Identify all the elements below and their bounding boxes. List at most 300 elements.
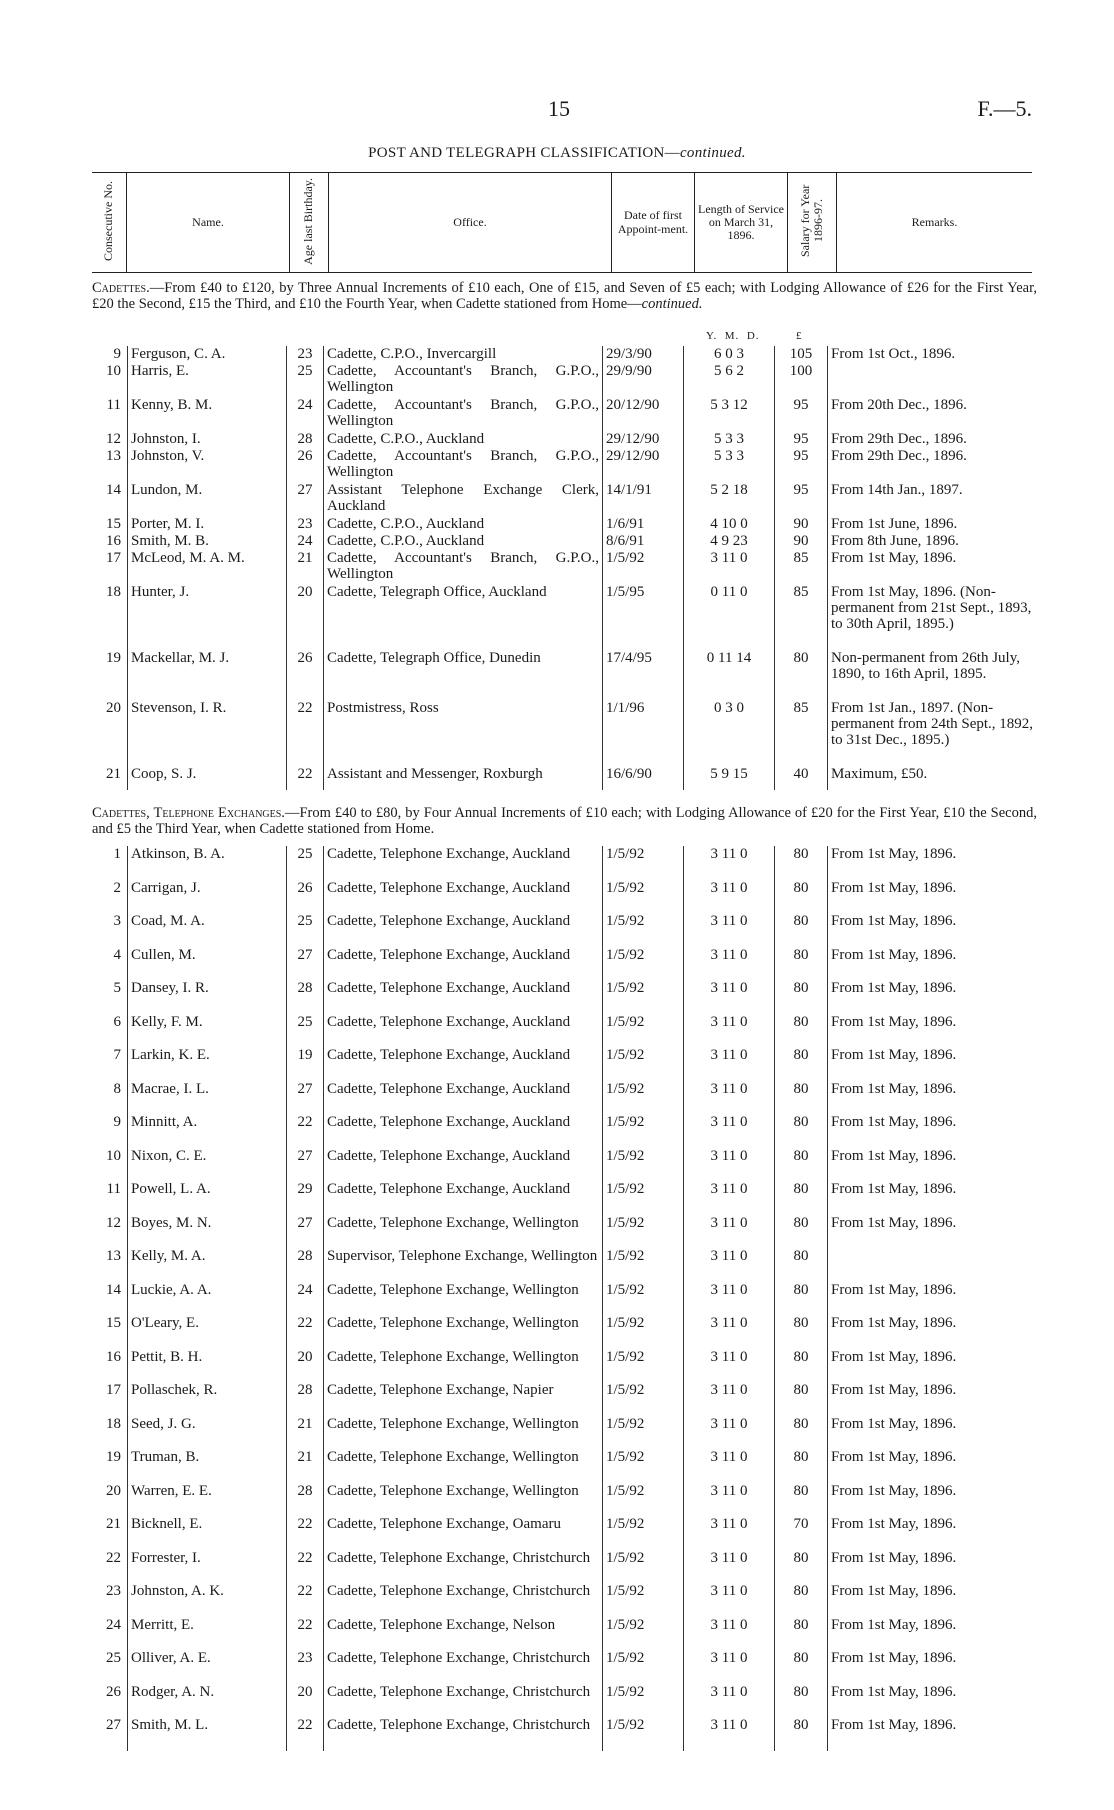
section-continued: continued. xyxy=(641,296,703,312)
row-name: Stevenson, I. R. xyxy=(128,700,287,766)
table-row xyxy=(92,584,1037,650)
row-age: 28 xyxy=(287,980,324,1014)
row-office: Postmistress, Ross xyxy=(324,700,603,766)
row-salary: 40 xyxy=(775,766,828,790)
row-salary: 80 xyxy=(775,1717,828,1751)
row-salary: 95 xyxy=(775,482,828,516)
row-name: Carrigan, J. xyxy=(128,880,287,914)
row-remarks xyxy=(828,363,1038,397)
row-number: 22 xyxy=(106,1549,121,1566)
row-age: 24 xyxy=(287,1282,324,1316)
row-length: 6 0 3 xyxy=(684,346,775,363)
row-remarks: From 1st Jan., 1897. (Non-permanent from 24th Sept., 1892, to 31st Dec., 1895.) xyxy=(828,700,1038,766)
row-name: Pollaschek, R. xyxy=(128,1382,287,1416)
row-length: 5 9 15 xyxy=(684,766,775,790)
row-age: 24 xyxy=(287,533,324,550)
table-row xyxy=(92,1248,1037,1282)
row-salary: 90 xyxy=(775,533,828,550)
row-office: Cadette, Accountant's Branch, G.P.O., Wellington xyxy=(324,363,603,397)
row-salary: 80 xyxy=(775,947,828,981)
row-age: 22 xyxy=(287,1717,324,1751)
page-reference: F.—5. xyxy=(977,96,1032,121)
row-name: Smith, M. L. xyxy=(128,1717,287,1751)
row-number: 3 xyxy=(113,913,121,929)
row-salary: 80 xyxy=(775,1382,828,1416)
row-salary: 80 xyxy=(775,1081,828,1115)
row-number: 21 xyxy=(106,1516,121,1532)
row-name: Truman, B. xyxy=(128,1449,287,1483)
row-age: 25 xyxy=(287,913,324,947)
row-name: Coad, M. A. xyxy=(128,913,287,947)
row-age: 22 xyxy=(287,1617,324,1651)
row-length: 3 11 0 xyxy=(684,1181,775,1215)
row-length: 0 11 14 xyxy=(684,650,775,700)
row-number: 2 xyxy=(113,879,121,896)
unit-ymd: Y. M. D. xyxy=(706,330,760,342)
row-number: 13 xyxy=(106,1248,121,1264)
row-length: 3 11 0 xyxy=(684,846,775,880)
row-remarks: From 1st May, 1896. xyxy=(828,1349,1038,1383)
table-row xyxy=(92,913,1037,947)
row-office: Cadette, Telegraph Office, Dunedin xyxy=(324,650,603,700)
row-salary: 80 xyxy=(775,1248,828,1282)
row-name: Pettit, B. H. xyxy=(128,1349,287,1383)
row-date: 20/12/90 xyxy=(603,397,684,431)
row-salary: 85 xyxy=(775,700,828,766)
row-name: Johnston, A. K. xyxy=(128,1583,287,1617)
row-date: 14/1/91 xyxy=(603,482,684,516)
row-date: 29/9/90 xyxy=(603,363,684,397)
telephone-cadettes-table xyxy=(92,846,1037,1751)
row-date: 1/5/92 xyxy=(603,1215,684,1249)
row-office: Cadette, Telephone Exchange, Wellington xyxy=(324,1282,603,1316)
row-age: 21 xyxy=(287,550,324,584)
table-row xyxy=(92,397,1037,431)
row-number: 1 xyxy=(113,846,121,862)
table-row xyxy=(92,1483,1037,1517)
row-salary: 100 xyxy=(775,363,828,397)
table-row xyxy=(92,550,1037,584)
row-name: Kelly, M. A. xyxy=(128,1248,287,1282)
section-cadettes-note xyxy=(92,280,1037,312)
row-date: 1/5/92 xyxy=(603,1449,684,1483)
row-remarks: From 1st May, 1896. xyxy=(828,1684,1038,1718)
row-number: 18 xyxy=(106,1415,121,1432)
row-age: 28 xyxy=(287,1248,324,1282)
row-age: 23 xyxy=(287,1650,324,1684)
row-office: Cadette, Telephone Exchange, Wellington xyxy=(324,1315,603,1349)
row-salary: 80 xyxy=(775,880,828,914)
row-length: 5 3 12 xyxy=(684,397,775,431)
row-length: 3 11 0 xyxy=(684,880,775,914)
row-office: Cadette, C.P.O., Auckland xyxy=(324,533,603,550)
row-office: Cadette, Telephone Exchange, Wellington xyxy=(324,1215,603,1249)
row-office: Cadette, Telegraph Office, Auckland xyxy=(324,584,603,650)
row-office: Cadette, Telephone Exchange, Christchurch xyxy=(324,1717,603,1751)
table-row xyxy=(92,533,1037,550)
row-office: Cadette, Telephone Exchange, Auckland xyxy=(324,846,603,880)
row-office: Cadette, Telephone Exchange, Christchurch xyxy=(324,1583,603,1617)
row-name: Dansey, I. R. xyxy=(128,980,287,1014)
row-remarks: From 1st May, 1896. xyxy=(828,1282,1038,1316)
row-age: 26 xyxy=(287,880,324,914)
row-office: Cadette, Telephone Exchange, Auckland xyxy=(324,913,603,947)
row-age: 22 xyxy=(287,1114,324,1148)
row-office: Cadette, Telephone Exchange, Wellington xyxy=(324,1449,603,1483)
header-consecutive: Consecutive No. xyxy=(101,181,116,261)
row-date: 1/5/92 xyxy=(603,880,684,914)
row-office: Cadette, Telephone Exchange, Auckland xyxy=(324,1081,603,1115)
row-length: 5 3 3 xyxy=(684,448,775,482)
row-name: Atkinson, B. A. xyxy=(128,846,287,880)
table-row xyxy=(92,1650,1037,1684)
row-number: 20 xyxy=(106,700,121,716)
row-salary: 80 xyxy=(775,980,828,1014)
row-age: 25 xyxy=(287,846,324,880)
row-length: 3 11 0 xyxy=(684,1349,775,1383)
row-salary: 80 xyxy=(775,1483,828,1517)
row-length: 5 3 3 xyxy=(684,431,775,448)
section-telephone-note xyxy=(92,805,1037,837)
row-remarks: From 1st May, 1896. xyxy=(828,1650,1038,1684)
row-name: Coop, S. J. xyxy=(128,766,287,790)
row-remarks xyxy=(828,1248,1038,1282)
row-age: 28 xyxy=(287,1483,324,1517)
row-age: 22 xyxy=(287,766,324,790)
row-date: 1/5/92 xyxy=(603,1516,684,1550)
row-remarks: From 1st May, 1896. xyxy=(828,913,1038,947)
row-remarks: From 1st May, 1896. xyxy=(828,980,1038,1014)
row-name: Mackellar, M. J. xyxy=(128,650,287,700)
row-salary: 80 xyxy=(775,1181,828,1215)
section-text: —From £40 to £120, by Three Annual Increments of £10 each, One of £15, and Seven of £5 each; with Lodging Allowance of £26 for the First Year, £20 the Second, £15 the Third, and £10 the Fourth Year, when Cadette stationed from Home— xyxy=(92,280,1037,312)
page-title xyxy=(0,145,1114,162)
row-salary: 80 xyxy=(775,650,828,700)
row-remarks: From 1st May, 1896. xyxy=(828,1583,1038,1617)
row-date: 1/5/92 xyxy=(603,1081,684,1115)
row-remarks: From 1st May, 1896. xyxy=(828,880,1038,914)
row-name: O'Leary, E. xyxy=(128,1315,287,1349)
row-remarks: From 1st May, 1896. xyxy=(828,1449,1038,1483)
row-name: Macrae, I. L. xyxy=(128,1081,287,1115)
row-remarks: From 1st May, 1896. xyxy=(828,1550,1038,1584)
header-date: Date of first Appoint-ment. xyxy=(612,173,695,273)
row-remarks: From 1st June, 1896. xyxy=(828,516,1038,533)
row-date: 17/4/95 xyxy=(603,650,684,700)
row-length: 3 11 0 xyxy=(684,913,775,947)
row-name: Boyes, M. N. xyxy=(128,1215,287,1249)
row-date: 1/5/92 xyxy=(603,980,684,1014)
table-row xyxy=(92,650,1037,700)
row-date: 1/5/92 xyxy=(603,1416,684,1450)
row-number: 14 xyxy=(106,482,121,498)
row-salary: 80 xyxy=(775,1148,828,1182)
header-name: Name. xyxy=(127,173,290,273)
table-row xyxy=(92,1550,1037,1584)
row-age: 26 xyxy=(287,448,324,482)
row-number: 16 xyxy=(106,533,121,549)
row-number: 10 xyxy=(106,363,121,379)
row-remarks: From 1st May, 1896. xyxy=(828,1416,1038,1450)
row-number: 17 xyxy=(106,1382,121,1398)
row-name: Warren, E. E. xyxy=(128,1483,287,1517)
row-number: 24 xyxy=(106,1616,121,1633)
table-row xyxy=(92,1114,1037,1148)
table-row xyxy=(92,1315,1037,1349)
row-length: 3 11 0 xyxy=(684,1650,775,1684)
table-row xyxy=(92,431,1037,448)
row-remarks: From 29th Dec., 1896. xyxy=(828,431,1038,448)
row-date: 1/5/92 xyxy=(603,1282,684,1316)
table-row xyxy=(92,766,1037,790)
table-row xyxy=(92,700,1037,766)
row-length: 3 11 0 xyxy=(684,947,775,981)
table-row xyxy=(92,1382,1037,1416)
row-salary: 80 xyxy=(775,1114,828,1148)
table-row xyxy=(92,1148,1037,1182)
row-age: 27 xyxy=(287,1148,324,1182)
header-remarks: Remarks. xyxy=(837,173,1033,273)
row-name: Powell, L. A. xyxy=(128,1181,287,1215)
row-salary: 80 xyxy=(775,1684,828,1718)
table-row xyxy=(92,980,1037,1014)
row-name: Rodger, A. N. xyxy=(128,1684,287,1718)
row-date: 1/5/92 xyxy=(603,1148,684,1182)
row-length: 3 11 0 xyxy=(684,1483,775,1517)
row-office: Cadette, Telephone Exchange, Wellington xyxy=(324,1416,603,1450)
row-salary: 105 xyxy=(775,346,828,363)
row-number: 27 xyxy=(106,1717,121,1733)
row-office: Cadette, Telephone Exchange, Auckland xyxy=(324,1114,603,1148)
row-office: Cadette, C.P.O., Auckland xyxy=(324,431,603,448)
cadettes-table xyxy=(92,346,1037,790)
unit-pound: £ xyxy=(796,330,803,342)
row-office: Supervisor, Telephone Exchange, Wellington xyxy=(324,1248,603,1282)
table-row xyxy=(92,1047,1037,1081)
row-remarks: From 1st May, 1896. xyxy=(828,1047,1038,1081)
row-length: 5 2 18 xyxy=(684,482,775,516)
row-date: 1/5/92 xyxy=(603,1382,684,1416)
row-age: 23 xyxy=(287,516,324,533)
row-remarks: From 20th Dec., 1896. xyxy=(828,397,1038,431)
row-date: 1/6/91 xyxy=(603,516,684,533)
row-name: Bicknell, E. xyxy=(128,1516,287,1550)
row-office: Cadette, Telephone Exchange, Christchurch xyxy=(324,1650,603,1684)
row-length: 0 11 0 xyxy=(684,584,775,650)
row-remarks: From 1st May, 1896. xyxy=(828,1014,1038,1048)
row-length: 3 11 0 xyxy=(684,1516,775,1550)
row-remarks: From 1st May, 1896. xyxy=(828,1617,1038,1651)
row-name: Olliver, A. E. xyxy=(128,1650,287,1684)
row-date: 29/3/90 xyxy=(603,346,684,363)
row-date: 29/12/90 xyxy=(603,431,684,448)
row-age: 22 xyxy=(287,1550,324,1584)
row-age: 20 xyxy=(287,584,324,650)
row-office: Cadette, Telephone Exchange, Wellington xyxy=(324,1349,603,1383)
row-date: 16/6/90 xyxy=(603,766,684,790)
row-name: Forrester, I. xyxy=(128,1550,287,1584)
row-name: Kenny, B. M. xyxy=(128,397,287,431)
table-row xyxy=(92,346,1037,363)
row-length: 4 9 23 xyxy=(684,533,775,550)
row-remarks: From 1st May, 1896. xyxy=(828,1382,1038,1416)
row-number: 15 xyxy=(106,516,121,532)
row-salary: 80 xyxy=(775,1583,828,1617)
row-salary: 80 xyxy=(775,1282,828,1316)
row-remarks: From 1st May, 1896. xyxy=(828,1516,1038,1550)
row-salary: 80 xyxy=(775,1315,828,1349)
row-remarks: From 29th Dec., 1896. xyxy=(828,448,1038,482)
table-row xyxy=(92,880,1037,914)
row-age: 20 xyxy=(287,1684,324,1718)
row-salary: 80 xyxy=(775,1617,828,1651)
title-main: POST AND TELEGRAPH CLASSIFICATION— xyxy=(368,145,680,161)
row-remarks: From 1st May, 1896. xyxy=(828,550,1038,584)
row-office: Cadette, Telephone Exchange, Auckland xyxy=(324,980,603,1014)
row-date: 1/5/92 xyxy=(603,846,684,880)
row-length: 3 11 0 xyxy=(684,1315,775,1349)
row-name: Merritt, E. xyxy=(128,1617,287,1651)
table-row xyxy=(92,1215,1037,1249)
row-name: Cullen, M. xyxy=(128,947,287,981)
row-number: 7 xyxy=(113,1047,121,1063)
row-office: Cadette, Telephone Exchange, Auckland xyxy=(324,1148,603,1182)
row-office: Cadette, Telephone Exchange, Christchurch xyxy=(324,1550,603,1584)
row-office: Cadette, Telephone Exchange, Auckland xyxy=(324,1014,603,1048)
row-age: 26 xyxy=(287,650,324,700)
row-remarks: From 1st May, 1896. xyxy=(828,947,1038,981)
row-remarks: From 1st May, 1896. xyxy=(828,1717,1038,1751)
row-office: Assistant and Messenger, Roxburgh xyxy=(324,766,603,790)
row-number: 4 xyxy=(113,946,121,963)
row-number: 10 xyxy=(106,1147,121,1164)
row-name: Ferguson, C. A. xyxy=(128,346,287,363)
row-office: Cadette, Telephone Exchange, Christchurch xyxy=(324,1684,603,1718)
row-name: Johnston, V. xyxy=(128,448,287,482)
row-length: 3 11 0 xyxy=(684,1282,775,1316)
row-number: 20 xyxy=(106,1482,121,1499)
row-date: 1/5/92 xyxy=(603,1014,684,1048)
row-age: 28 xyxy=(287,431,324,448)
table-row xyxy=(92,1349,1037,1383)
table-row xyxy=(92,363,1037,397)
row-remarks: From 1st May, 1896. xyxy=(828,1114,1038,1148)
table-row xyxy=(92,448,1037,482)
row-length: 3 11 0 xyxy=(684,550,775,584)
row-office: Cadette, Telephone Exchange, Napier xyxy=(324,1382,603,1416)
row-age: 27 xyxy=(287,947,324,981)
row-age: 21 xyxy=(287,1449,324,1483)
row-salary: 80 xyxy=(775,1449,828,1483)
table-row xyxy=(92,1081,1037,1115)
row-office: Assistant Telephone Exchange Clerk, Auckland xyxy=(324,482,603,516)
row-date: 1/5/92 xyxy=(603,1583,684,1617)
row-remarks: From 1st May, 1896. (Non-permanent from 21st Sept., 1893, to 30th April, 1895.) xyxy=(828,584,1038,650)
row-date: 1/5/92 xyxy=(603,1717,684,1751)
row-name: Seed, J. G. xyxy=(128,1416,287,1450)
table-row xyxy=(92,947,1037,981)
row-age: 22 xyxy=(287,1315,324,1349)
table-row xyxy=(92,1014,1037,1048)
row-date: 1/5/92 xyxy=(603,947,684,981)
row-salary: 95 xyxy=(775,431,828,448)
row-office: Cadette, Telephone Exchange, Wellington xyxy=(324,1483,603,1517)
section2-title: Cadettes, Telephone Exchanges. xyxy=(92,805,285,821)
row-number: 17 xyxy=(106,550,121,566)
row-remarks: From 1st May, 1896. xyxy=(828,1081,1038,1115)
row-age: 23 xyxy=(287,346,324,363)
row-salary: 85 xyxy=(775,584,828,650)
row-office: Cadette, Telephone Exchange, Auckland xyxy=(324,1181,603,1215)
row-number: 26 xyxy=(106,1683,121,1700)
row-name: Larkin, K. E. xyxy=(128,1047,287,1081)
row-salary: 80 xyxy=(775,1416,828,1450)
row-remarks: Maximum, £50. xyxy=(828,766,1038,790)
row-remarks: From 1st May, 1896. xyxy=(828,1315,1038,1349)
row-age: 20 xyxy=(287,1349,324,1383)
row-number: 9 xyxy=(113,346,121,362)
row-age: 27 xyxy=(287,482,324,516)
row-salary: 80 xyxy=(775,1047,828,1081)
row-salary: 80 xyxy=(775,1650,828,1684)
row-number: 19 xyxy=(106,1449,121,1465)
row-date: 1/5/92 xyxy=(603,1114,684,1148)
row-name: Johnston, I. xyxy=(128,431,287,448)
row-name: Minnitt, A. xyxy=(128,1114,287,1148)
row-office: Cadette, Accountant's Branch, G.P.O., Wellington xyxy=(324,397,603,431)
row-length: 5 6 2 xyxy=(684,363,775,397)
table-row xyxy=(92,846,1037,880)
row-office: Cadette, Telephone Exchange, Auckland xyxy=(324,880,603,914)
row-date: 1/5/92 xyxy=(603,1684,684,1718)
header-office: Office. xyxy=(329,173,612,273)
row-name: Lundon, M. xyxy=(128,482,287,516)
row-length: 0 3 0 xyxy=(684,700,775,766)
row-date: 1/5/92 xyxy=(603,1550,684,1584)
row-length: 3 11 0 xyxy=(684,1449,775,1483)
row-age: 25 xyxy=(287,363,324,397)
row-office: Cadette, C.P.O., Auckland xyxy=(324,516,603,533)
row-salary: 95 xyxy=(775,448,828,482)
row-date: 8/6/91 xyxy=(603,533,684,550)
row-salary: 80 xyxy=(775,1349,828,1383)
row-length: 3 11 0 xyxy=(684,1114,775,1148)
row-length: 3 11 0 xyxy=(684,1081,775,1115)
row-length: 3 11 0 xyxy=(684,980,775,1014)
row-office: Cadette, Telephone Exchange, Nelson xyxy=(324,1617,603,1651)
row-number: 18 xyxy=(106,584,121,600)
row-number: 16 xyxy=(106,1348,121,1365)
row-age: 21 xyxy=(287,1416,324,1450)
row-date: 1/5/92 xyxy=(603,550,684,584)
header-length: Length of Service on March 31, 1896. xyxy=(695,173,788,273)
row-age: 19 xyxy=(287,1047,324,1081)
row-date: 1/5/92 xyxy=(603,1349,684,1383)
row-age: 27 xyxy=(287,1081,324,1115)
row-age: 22 xyxy=(287,700,324,766)
row-number: 15 xyxy=(106,1315,121,1331)
row-date: 1/5/92 xyxy=(603,1248,684,1282)
row-remarks: Non-permanent from 26th July, 1890, to 16th April, 1895. xyxy=(828,650,1038,700)
row-number: 5 xyxy=(113,980,121,996)
row-office: Cadette, Accountant's Branch, G.P.O., Wellington xyxy=(324,448,603,482)
row-age: 24 xyxy=(287,397,324,431)
row-salary: 80 xyxy=(775,1550,828,1584)
row-remarks: From 1st Oct., 1896. xyxy=(828,346,1038,363)
row-date: 29/12/90 xyxy=(603,448,684,482)
row-date: 1/5/92 xyxy=(603,1047,684,1081)
row-date: 1/5/92 xyxy=(603,1483,684,1517)
